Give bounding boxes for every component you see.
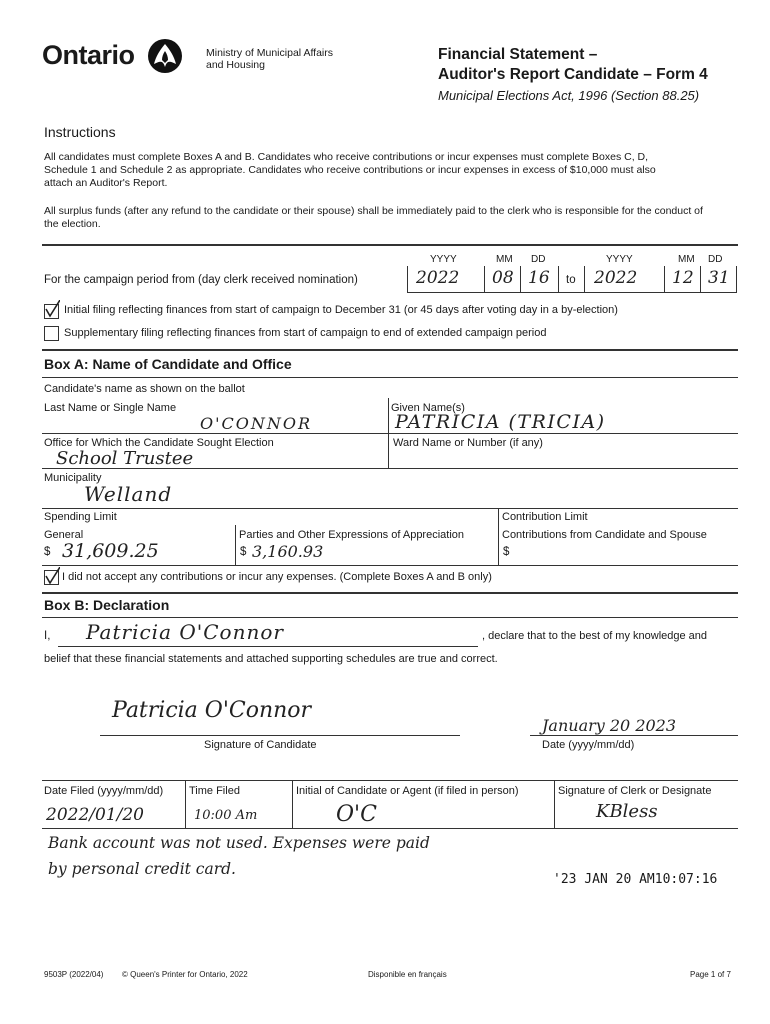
last-name-field[interactable]: O'CONNOR	[200, 414, 313, 433]
clerk-signature: KBless	[596, 801, 658, 822]
general-dollar-sign: $	[44, 546, 51, 558]
from-day-field[interactable]: 16	[528, 268, 550, 288]
form-code: 9503P (2022/04)	[44, 970, 104, 979]
handwritten-note-line-1: Bank account was not used. Expenses were paid	[48, 834, 430, 852]
supplementary-filing-checkbox[interactable]	[44, 326, 59, 341]
date-filed-field[interactable]: 2022/01/20	[46, 805, 144, 825]
received-stamp: '23 JAN 20 AM10:07:16	[553, 872, 718, 887]
general-label: General	[44, 529, 84, 541]
to-day-field[interactable]: 31	[708, 268, 730, 288]
from-month-field[interactable]: 08	[492, 268, 514, 288]
clerk-signature-label: Signature of Clerk or Designate	[558, 785, 712, 797]
no-contributions-label: I did not accept any contributions or incur any expenses. (Complete Boxes A and B only)	[62, 571, 492, 583]
municipality-field[interactable]: Welland	[84, 482, 173, 506]
declaration-text: , declare that to the best of my knowledge and	[482, 630, 708, 642]
date-filed-label: Date Filed (yyyy/mm/dd)	[44, 785, 164, 797]
handwritten-note-line-2: by personal credit card.	[48, 860, 236, 878]
from-mm-header: MM	[496, 254, 513, 265]
ontario-wordmark: Ontario	[42, 40, 135, 70]
ministry-name: Ministry of Municipal Affairs and Housing	[206, 47, 334, 71]
declarant-name-field[interactable]: Patricia O'Connor	[86, 620, 284, 644]
declaration-i-label: I,	[44, 630, 51, 642]
contrib-candidate-spouse-label: Contributions from Candidate and Spouse	[502, 529, 707, 541]
parties-limit-field[interactable]: 3,160.93	[252, 542, 324, 561]
time-filed-label: Time Filed	[189, 785, 240, 797]
no-contributions-checkbox[interactable]	[44, 570, 59, 585]
instructions-heading: Instructions	[44, 124, 116, 140]
belief-text: belief that these financial statements and attached supporting schedules are true and correct.	[44, 653, 498, 665]
initial-filing-label: Initial filing reflecting finances from start of campaign to December 31 (or 45 days after voting day in a by-election)	[64, 304, 618, 316]
initial-filing-checkbox[interactable]	[44, 304, 59, 319]
checkmark-icon	[44, 300, 60, 318]
spending-limit-label: Spending Limit	[44, 511, 117, 523]
box-a-title: Box A: Name of Candidate and Office	[44, 356, 292, 372]
supplementary-filing-label: Supplementary filing reflecting finances from start of campaign to end of extended campaign period	[64, 327, 547, 339]
form-title-line2: Auditor's Report Candidate – Form 4	[438, 66, 708, 83]
to-year-field[interactable]: 2022	[594, 268, 638, 288]
candidate-signature: Patricia O'Connor	[112, 698, 312, 723]
initials-field[interactable]: O'C	[336, 802, 377, 827]
page-number: Page 1 of 7	[690, 970, 731, 979]
instructions-paragraph-1: All candidates must complete Boxes A and B. Candidates who receive contributions or incur expenses must complete Boxes C, D, Schedule 1 and Schedule 2 as appropriate. Candidates who receive contributions or incur expenses in excess of $10,000 must also attach an Auditor's Report.	[44, 151, 656, 189]
contrib-dollar-sign: $	[503, 546, 510, 558]
campaign-period-label: For the campaign period from (day clerk received nomination)	[44, 274, 358, 286]
ward-label: Ward Name or Number (if any)	[393, 437, 543, 449]
given-name-field[interactable]: PATRICIA (TRICIA)	[395, 411, 606, 433]
last-name-label: Last Name or Single Name	[44, 402, 177, 414]
from-dd-header: DD	[531, 254, 546, 265]
instructions-paragraph-2: All surplus funds (after any refund to the candidate or their spouse) shall be immediately paid to the clerk who is responsible for the conduct of the election.	[44, 205, 703, 230]
copyright: © Queen's Printer for Ontario, 2022	[122, 970, 248, 979]
office-field[interactable]: School Trustee	[56, 448, 194, 469]
contribution-limit-label: Contribution Limit	[502, 511, 588, 523]
given-name-label: Given Name(s)	[391, 402, 465, 414]
act-reference: Municipal Elections Act, 1996 (Section 88.25)	[438, 88, 700, 103]
general-limit-field[interactable]: 31,609.25	[62, 540, 159, 562]
from-year-field[interactable]: 2022	[416, 268, 460, 288]
date-signed-label: Date (yyyy/mm/dd)	[542, 739, 635, 751]
from-yyyy-header: YYYY	[430, 254, 457, 265]
parties-dollar-sign: $	[240, 546, 247, 558]
to-mm-header: MM	[678, 254, 695, 265]
ballot-name-label: Candidate's name as shown on the ballot	[44, 383, 245, 395]
date-signed-field[interactable]: January 20 2023	[542, 716, 677, 735]
to-dd-header: DD	[708, 254, 723, 265]
signature-label: Signature of Candidate	[204, 739, 317, 751]
french-availability: Disponible en français	[368, 970, 447, 979]
box-b-title: Box B: Declaration	[44, 597, 170, 613]
time-filed-field[interactable]: 10:00 Am	[194, 808, 258, 823]
initial-agent-label: Initial of Candidate or Agent (if filed in person)	[296, 785, 519, 797]
parties-label: Parties and Other Expressions of Appreciation	[239, 529, 465, 541]
to-month-field[interactable]: 12	[672, 268, 694, 288]
municipality-label: Municipality	[44, 472, 102, 484]
office-label: Office for Which the Candidate Sought Election	[44, 437, 274, 449]
trillium-logo-icon	[146, 38, 184, 79]
to-yyyy-header: YYYY	[606, 254, 633, 265]
to-label: to	[566, 274, 576, 286]
form-title-line1: Financial Statement –	[438, 46, 598, 63]
checkmark-icon	[44, 567, 60, 585]
